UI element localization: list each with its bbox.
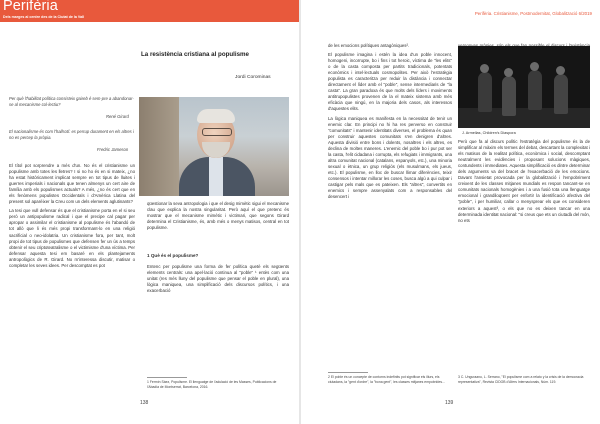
artwork-caption: J. Armellas, Children's Diaspora [462,131,516,135]
paragraph: El títol pot sorprendre a més d'un. No és el cristianisme un populisme amb totes les lletres? I si no ho és en si mateix, ¿no ha estat històricament implicat sempre en tot tipus de lluites i guerres imperials i nacionals que tenen almenys un cert aire de família amb els populismes actuals? A més, ¿no és cert que en els fenòmens populistes Occidentals i d'Amèrica Llatina del present sol aparèixer la Creu com un dels elements aglutinants? [9,163,135,205]
article-title: La resistència cristiana al populisme [141,51,249,58]
paragraph: Entenc per populisme una forma de fer política quetè els següents elements centrals: una apel·lació continua al "poble" ¹ entès com una unitat (res més lluny del populisme que pensar el poble en plural), una lògica maniquea, una simplificació dels discursos polítics, i una exacerbació [147,264,289,294]
paragraph: El populisme imagina i estén la idea d'un poble innocent, homogeni, incorrupte, bo i fins i tot heroic, víctima de "les elits" o de la casta composta per partits tradicionals, potentats econòmics i intel·lectuals cosmopolites. Per això l'estratègia populista es caracteritza per reduir la distància i connectar directament el líder amb el "poble", sense intermediaris de "la casta". La gran paradoxa és que molts dels líders i moviments antitrupopulistes provenen de la el mateix sistema amb més eficàcia que ningú, en la majoria dels casos, als interessos d'aquestes elits. [328,52,452,112]
section-heading: 1 Què és el populisme? [147,253,199,258]
page-number: 139 [445,400,454,406]
article-author: Jordi Corominas [235,75,271,80]
footnote: 1 Fermín Sáez, Populisme. El llenguatge de l'adulació de les Masses, Publicacions de l'Abadia de Montserrat, Barcelona, 2016. [147,380,277,389]
paragraph: qüestionar la seva antropologia i que el desig mimètic sigui el mecanisme clau que explica la nostra singularitat. Però aquí el que pretenc és mostrar que el mecanisme mimètic i victimari, que segons Girard determina el Cristianisme, és, amb més o menys matisos, central en tot populisme. [147,201,289,231]
artwork-photo [458,46,590,128]
body-column-1 [9,163,135,272]
brand-logo-text: Perifèria [3,0,58,14]
footnote: 2 El poble és un concepte de contorns indefinits pot significar els illurs, els ciutadans, la "gent d'ordre", la "bona gent", les classes mitjanes empobrides... [328,375,445,384]
author-photo [139,97,289,196]
epigraph-attribution: Fredric Jameson [97,147,129,152]
epigraph-quote: El nacionalisme és com l'hallsotí: es perrup durament en els altres i no es percep la pròpia. [9,129,134,140]
paragraph: La tesi que vull defensar és que el cristianisme porta en el si seu però un antipopulisme radical i que el precipe cal pagar per apropar o assimilar el cristianisme al populisme és l'abandó de tot allò que li és més propi transformant-lo en una religió sacrificial o neo-idolatria. Un cristianisme fora, per tant, molt propi de tot tipus de populismes que defensen fer un ús a temps obtenir el seu criptoteatralisme o el victimisme d'una víctima. Per defensar aquesta tesi em basaré en els plantejaments antropològics de R. Girard. No m'interessa discutir, matisar o completar les seves idees. Per descomptat es pot [9,208,135,268]
brand-tagline: Dels marges al centre des de la Ciutat de la Vall [3,15,85,19]
left-page [0,0,299,424]
body-column-2-continued [147,264,289,297]
epigraph-attribution: René Girard [106,114,129,119]
footnote: 3 C. Unguraanu, L. Serrano, "El populisme com a relato y la crisis de la democracia representativa", Revista CIDOB d'Afers Internacionals, Núm. 119. [458,375,584,384]
body-column-1 [328,43,452,203]
body-column-2 [147,201,289,234]
footnote-rule [147,377,187,378]
page-number: 138 [140,400,149,406]
masthead-bar [0,0,299,22]
running-head: Perifèria. Cristianisme, Postmodernitat, Globalització 6/2019 [474,11,592,16]
epigraph-quote: Per què l'habilitat política consisteix gaireb é sem-pre a abandonar-se al mecanisme col·lectiu? [9,96,134,107]
paragraph: Però que fa al discurs polític l'estratègia del populisme és la de simplificar al màxim els termes del debat, descartant la complexitat i els matisos de la realitat política, econòmica i social, descomptant neutralment les evidències i proposant solucions màgiques, contundents i immediates. Aquesta simplificació es dintre determinar dels arguments va del bracet de l'exacerbació de les emocions. Davant l'ansietat provocada per la globalització i l'empobriment creixent de les classes mitjanes mundials es respon tancant-se en comunitats nacionals homogènies i a una fusió tota una llenguatge emocional i grandiloqüent per enfortir la identificació afectiva del "poble", i per humiliar, callar o menysprear els que es consideren exteriors a aquest³, o els que no es deixen tancar en una determinada identitat nacional: "si creus que ets un ciutadà del món, no ets [458,139,590,223]
paragraph: de les emocions polítiques antagòniques². [328,43,410,48]
footnote-rule [328,372,368,373]
paragraph: La lògica maniquea es manifesta en la necessitat de tenir un enemic clar. En principi no hi ha res perverso en construir "comunitats" i mantenir identitats diverses, el problema és quan per construir aquestes comunitats s'en denigren d'altres. Aquesta divisió entre bons i dolents, nosaltres i els altres, es declina de moltes maneres. L'enemic del poble bo i pur pot ser la casta, l'elit cidadana i corrupta, els refugiats i immigrants, una altra comunitat nacional (catalans, espanyols, etc.), una minoria sexual o ètnica, un grup religiós (els musulmans, els jueus, etc.). El populisme, en lloc de buscar llimar diferències, teixir consensos i intentar millorar les coses, busca algú a qui culpar i castigar pels mals que es pateixen. Els "altres", convertits en enemics i sempre assenyalats com a responsables del desencert i [328,115,452,200]
body-column-2 [458,139,590,227]
